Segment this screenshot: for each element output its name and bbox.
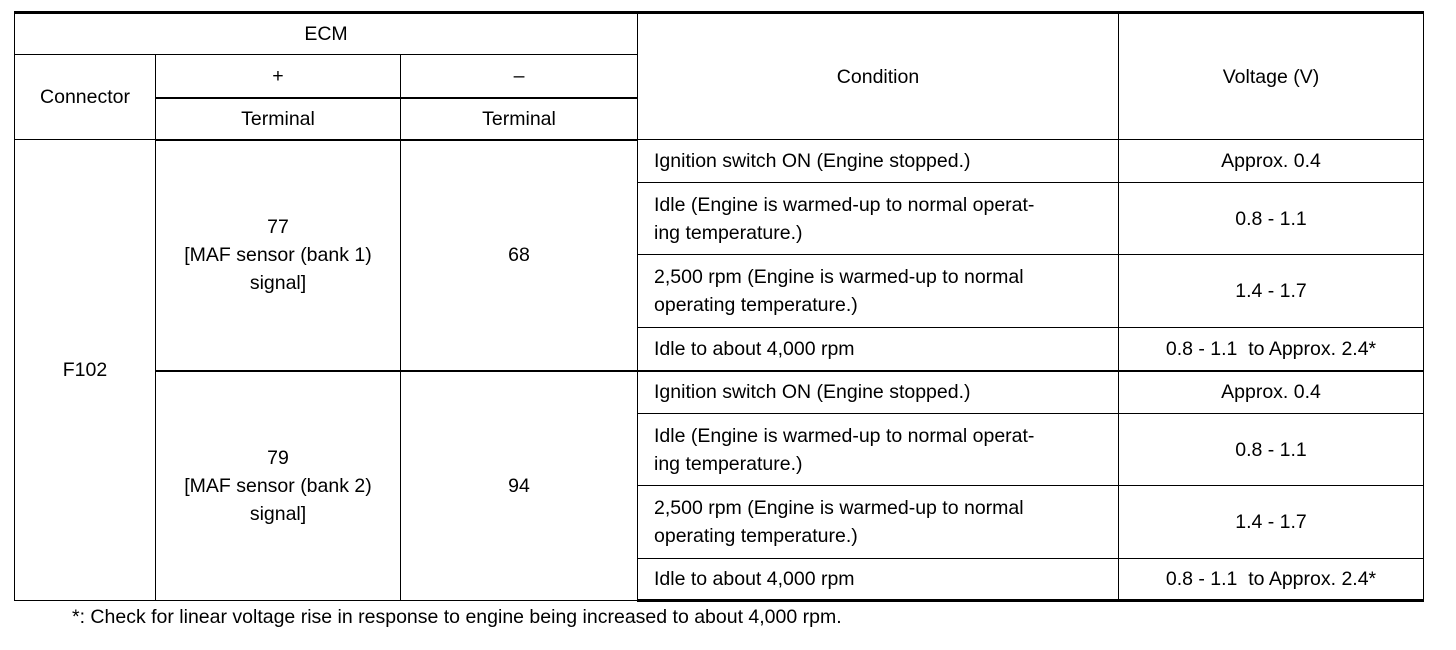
terminal-number: 77 bbox=[267, 216, 289, 238]
voltage-cell: Approx. 0.4 bbox=[1119, 371, 1424, 414]
connector-header: Connector bbox=[15, 55, 156, 140]
plus-header: + bbox=[156, 55, 401, 98]
condition-line: operating temperature.) bbox=[654, 525, 858, 547]
footnote: *: Check for linear voltage rise in response to engine being increased to about 4,000 rpm. bbox=[72, 606, 842, 628]
condition-line: 2,500 rpm (Engine is warmed-up to normal bbox=[654, 497, 1024, 519]
condition-cell bbox=[638, 328, 1119, 371]
terminal-plus-cell bbox=[156, 371, 401, 601]
condition-line: Idle to about 4,000 rpm bbox=[654, 337, 855, 360]
condition-line: Idle (Engine is warmed-up to normal operat- bbox=[654, 424, 1035, 447]
condition-cell bbox=[638, 486, 1119, 559]
voltage-cell: 0.8 - 1.1 to Approx. 2.4* bbox=[1119, 559, 1424, 601]
condition-line: 2,500 rpm (Engine is warmed-up to normal bbox=[654, 266, 1024, 288]
ecm-voltage-table bbox=[14, 11, 1424, 602]
voltage-cell: 0.8 - 1.1 bbox=[1119, 414, 1424, 486]
terminal-minus-cell: 68 bbox=[401, 140, 638, 371]
condition-cell bbox=[638, 371, 1119, 414]
table-row bbox=[15, 140, 1424, 183]
terminal-number: 79 bbox=[267, 446, 289, 469]
ecm-header: ECM bbox=[15, 13, 638, 55]
terminal-desc-line1: [MAF sensor (bank 2) bbox=[184, 474, 372, 497]
terminal-plus-cell bbox=[156, 140, 401, 371]
condition-cell bbox=[638, 559, 1119, 601]
condition-line: Idle to about 4,000 rpm bbox=[654, 568, 855, 590]
condition-line: ing temperature.) bbox=[654, 221, 803, 244]
terminal-plus-header: Terminal bbox=[156, 98, 401, 140]
terminal-desc-line2: signal] bbox=[249, 272, 307, 294]
voltage-cell: 0.8 - 1.1 bbox=[1119, 183, 1424, 255]
condition-line: operating temperature.) bbox=[654, 294, 858, 316]
condition-cell bbox=[638, 414, 1119, 486]
condition-line: ing temperature.) bbox=[654, 452, 803, 475]
condition-header: Condition bbox=[638, 13, 1119, 140]
voltage-cell: Approx. 0.4 bbox=[1119, 140, 1424, 183]
voltage-cell: 0.8 - 1.1 to Approx. 2.4* bbox=[1119, 328, 1424, 371]
terminal-minus-cell: 94 bbox=[401, 371, 638, 601]
terminal-desc-line1: [MAF sensor (bank 1) bbox=[184, 244, 372, 266]
terminal-desc-line2: signal] bbox=[249, 502, 307, 525]
voltage-cell: 1.4 - 1.7 bbox=[1119, 486, 1424, 559]
condition-line: Ignition switch ON (Engine stopped.) bbox=[654, 150, 971, 172]
condition-cell bbox=[638, 140, 1119, 183]
condition-cell bbox=[638, 255, 1119, 328]
table-row bbox=[15, 371, 1424, 414]
voltage-header: Voltage (V) bbox=[1119, 13, 1424, 140]
condition-cell bbox=[638, 183, 1119, 255]
voltage-cell: 1.4 - 1.7 bbox=[1119, 255, 1424, 328]
condition-line: Idle (Engine is warmed-up to normal operat- bbox=[654, 193, 1035, 216]
connector-cell: F102 bbox=[15, 140, 156, 601]
terminal-minus-header: Terminal bbox=[401, 98, 638, 140]
condition-line: Ignition switch ON (Engine stopped.) bbox=[654, 381, 971, 404]
minus-header: – bbox=[401, 55, 638, 98]
